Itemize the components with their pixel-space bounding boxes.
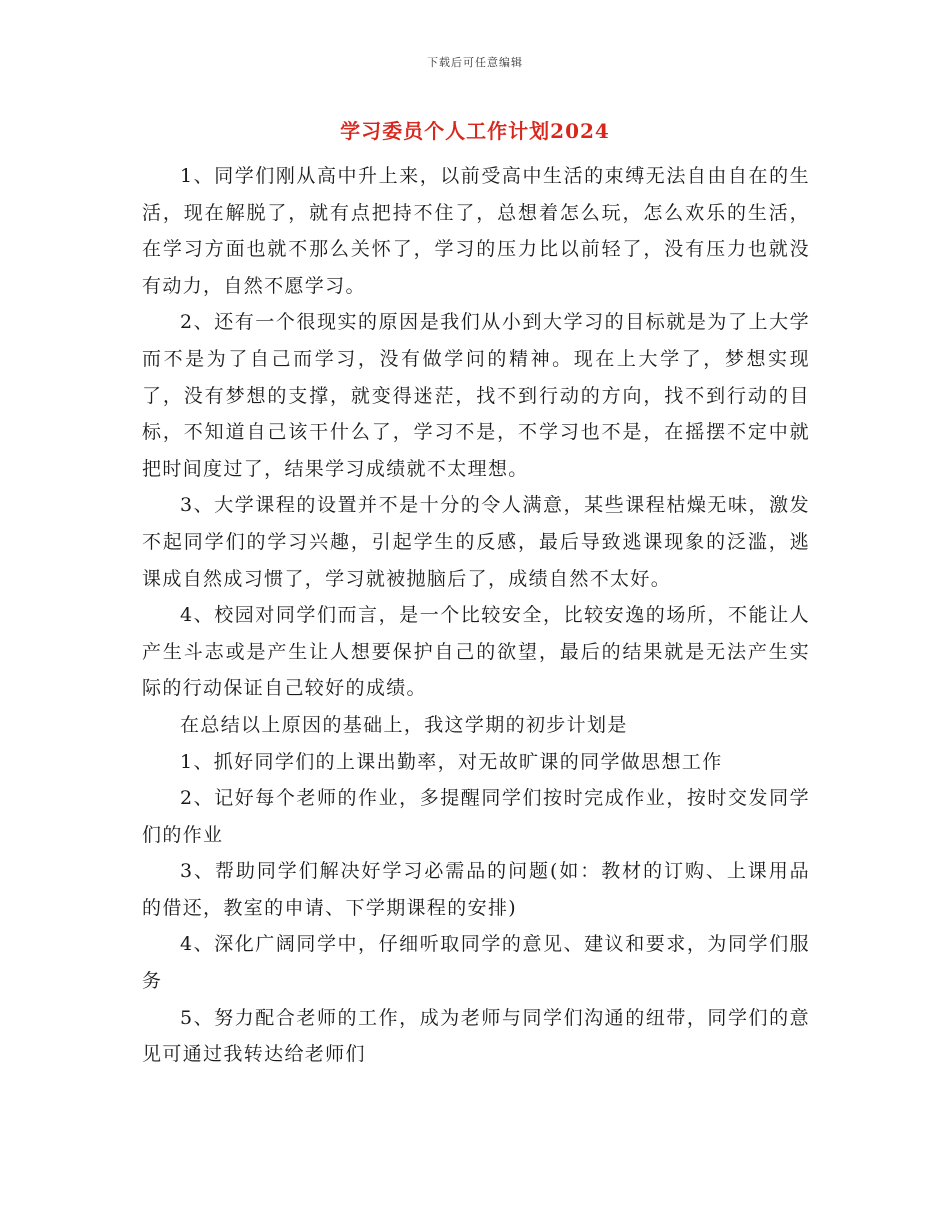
paragraph-plan-4: 4、深化广阔同学中，仔细听取同学的意见、建议和要求，为同学们服务 — [142, 933, 810, 993]
header-note: 下载后可任意编辑 — [427, 56, 523, 69]
paragraph-reason-1: 1、同学们刚从高中升上来，以前受高中生活的束缚无法自由自在的生活，现在解脱了，就有点把持不住了，总想着怎么玩，怎么欢乐的生活，在学习方面也就不那么关怀了，学习的压力比以前轻了，没有压力也就没有动力，自然不愿学习。 — [142, 165, 810, 297]
paragraph-reason-4: 4、校园对同学们而言，是一个比较安全，比较安逸的场所，不能让人产生斗志或是产生让人想要保护自己的欲望，最后的结果就是无法产生实际的行动保证自己较好的成绩。 — [142, 604, 810, 700]
paragraph-plan-2: 2、记好每个老师的作业，多提醒同学们按时完成作业，按时交发同学们的作业 — [142, 787, 810, 846]
paragraph-reason-3: 3、大学课程的设置并不是十分的令人满意，某些课程枯燥无味，激发不起同学们的学习兴趣，引起学生的反感，最后导致逃课现象的泛滥，逃课成自然成习惯了，学习就被抛脑后了，成绩自然不太好。 — [142, 494, 810, 590]
paragraph-plan-intro: 在总结以上原因的基础上，我这学期的初步计划是 — [180, 713, 628, 736]
paragraph-plan-1: 1、抓好同学们的上课出勤率，对无故旷课的同学做思想工作 — [180, 750, 723, 773]
paragraph-plan-3: 3、帮助同学们解决好学习必需品的问题(如：教材的订购、上课用品的借还，教室的申请、下学期课程的安排) — [142, 860, 810, 919]
paragraph-plan-5: 5、努力配合老师的工作，成为老师与同学们沟通的纽带，同学们的意见可通过我转达给老师们 — [142, 1006, 810, 1066]
document-body — [142, 158, 810, 1073]
document-title: 学习委员个人工作计划2024 — [340, 119, 610, 143]
paragraph-reason-2: 2、还有一个很现实的原因是我们从小到大学习的目标就是为了上大学而不是为了自己而学习，没有做学问的精神。现在上大学了，梦想实现了，没有梦想的支撑，就变得迷茫，找不到行动的方向，找不到行动的目标，不知道自己该干什么了，学习不是，不学习也不是，在摇摆不定中就把时间度过了，结果学习成绩就不太理想。 — [142, 311, 810, 480]
